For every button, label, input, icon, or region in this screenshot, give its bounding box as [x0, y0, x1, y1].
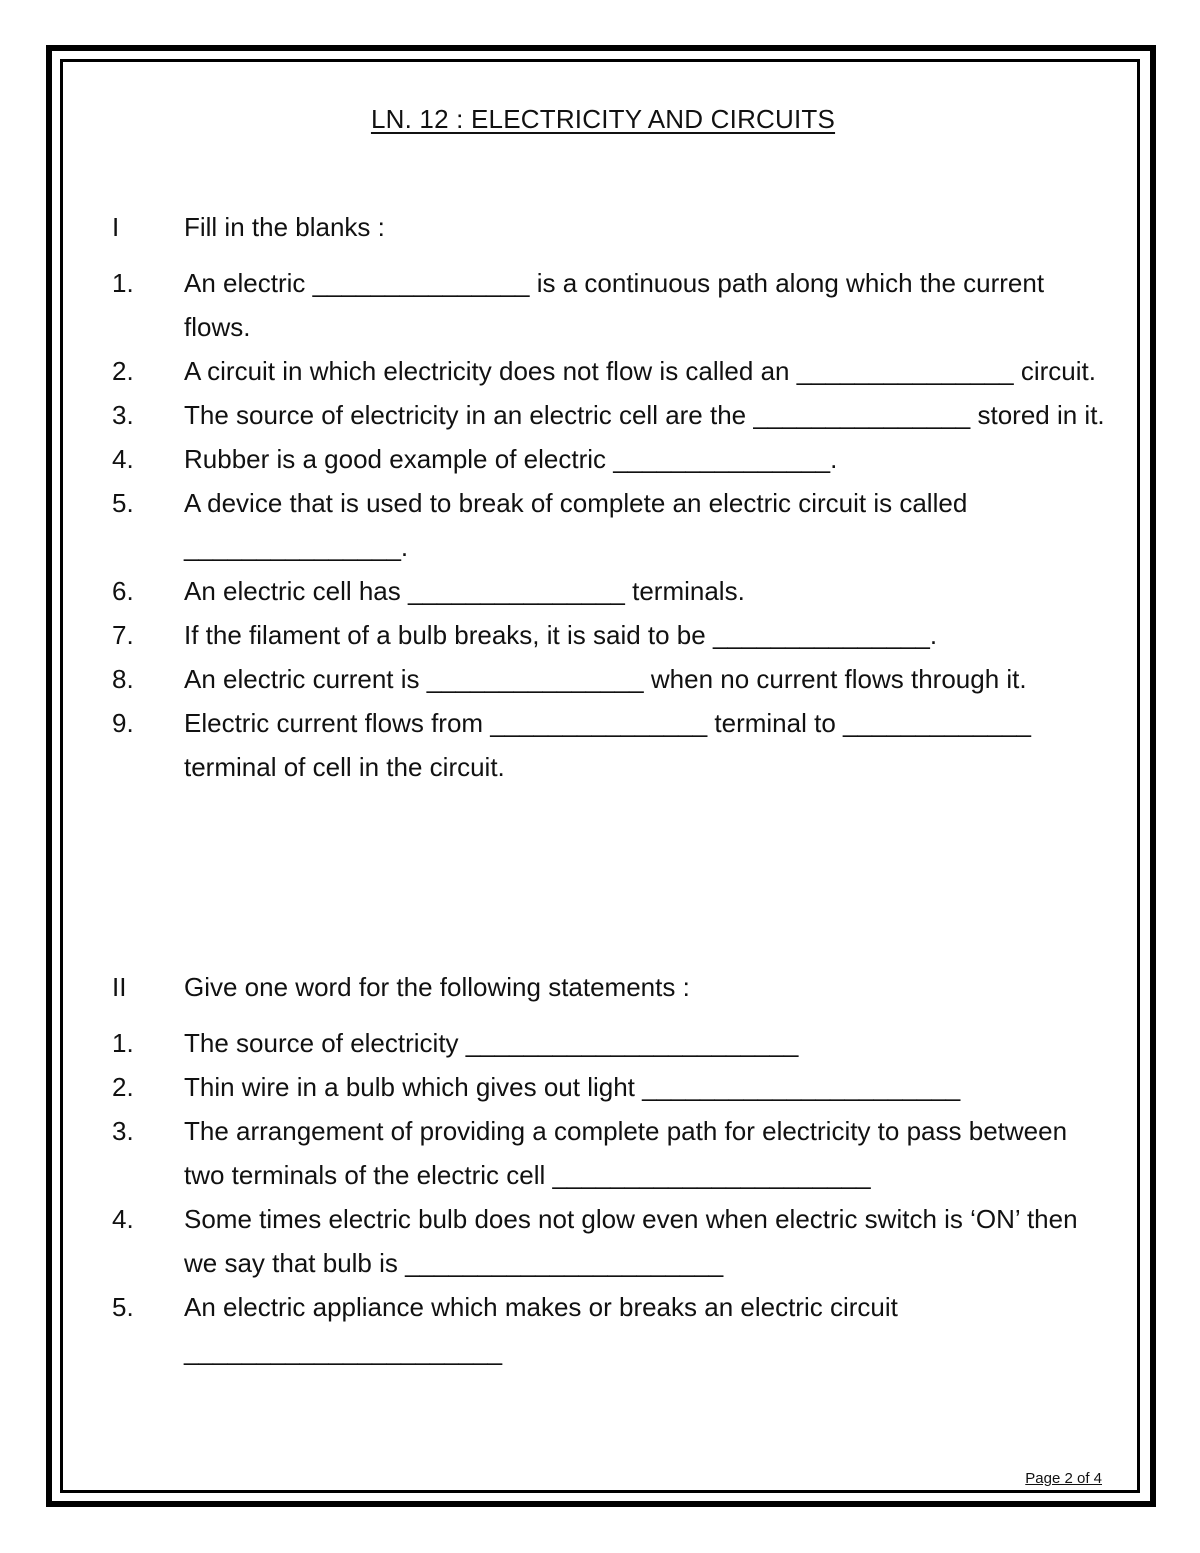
section-one-word: [112, 965, 1112, 1373]
question-item: [112, 1109, 1112, 1197]
page-title: LN. 12 : ELECTRICITY AND CIRCUITS: [370, 104, 836, 134]
question-number: 7.: [112, 620, 134, 650]
question-item: [112, 569, 1112, 613]
question-number: 1.: [112, 1028, 134, 1058]
question-text: Thin wire in a bulb which gives out light ______________________: [184, 1072, 961, 1102]
question-number: 4.: [112, 1204, 134, 1234]
section-heading: Give one word for the following statements :: [184, 972, 690, 1002]
question-text: If the filament of a bulb breaks, it is said to be _______________.: [184, 620, 938, 650]
question-text: Some times electric bulb does not glow even when electric switch is ‘ON’ then we say that bulb is ______________________: [184, 1204, 1078, 1278]
question-text: Electric current flows from _______________ terminal to _____________ terminal of cell in the circuit.: [184, 708, 1031, 782]
question-text: A device that is used to break of complete an electric circuit is called _______________.: [184, 488, 968, 562]
section-number: II: [112, 972, 127, 1002]
question-number: 6.: [112, 576, 134, 606]
question-item: [112, 613, 1112, 657]
section-header: [112, 205, 1112, 249]
question-number: 2.: [112, 1072, 134, 1102]
question-text: An electric _______________ is a continuous path along which the current flows.: [184, 268, 1045, 342]
question-item: [112, 393, 1112, 437]
question-text: An electric cell has _______________ terminals.: [184, 576, 745, 606]
question-number: 1.: [112, 268, 134, 298]
section-fill-in-blanks: [112, 205, 1112, 789]
question-number: 5.: [112, 488, 134, 518]
question-item: [112, 261, 1112, 349]
question-item: [112, 701, 1112, 789]
section-number: I: [112, 212, 120, 242]
question-item: [112, 1065, 1112, 1109]
question-text: The source of electricity _______________________: [184, 1028, 799, 1058]
question-text: An electric appliance which makes or breaks an electric circuit ______________________: [184, 1292, 898, 1366]
question-item: [112, 657, 1112, 701]
page-number: Page 2 of 4: [1025, 1470, 1102, 1487]
question-number: 4.: [112, 444, 134, 474]
section-header: [112, 965, 1112, 1009]
question-item: [112, 1285, 1112, 1373]
question-text: A circuit in which electricity does not flow is called an _______________ circuit.: [184, 356, 1096, 386]
question-text: The source of electricity in an electric cell are the _______________ stored in it.: [184, 400, 1105, 430]
question-item: [112, 1197, 1112, 1285]
question-item: [112, 481, 1112, 569]
question-number: 3.: [112, 1116, 134, 1146]
question-number: 9.: [112, 708, 134, 738]
question-item: [112, 437, 1112, 481]
section-heading: Fill in the blanks :: [184, 212, 385, 242]
question-number: 2.: [112, 356, 134, 386]
question-text: An electric current is _______________ when no current flows through it.: [184, 664, 1027, 694]
question-number: 8.: [112, 664, 134, 694]
question-number: 5.: [112, 1292, 134, 1322]
question-item: [112, 1021, 1112, 1065]
question-text: Rubber is a good example of electric _______________.: [184, 444, 838, 474]
question-item: [112, 349, 1112, 393]
question-text: The arrangement of providing a complete path for electricity to pass between two terminals of the electric cell ______________________: [184, 1116, 1068, 1190]
question-number: 3.: [112, 400, 134, 430]
